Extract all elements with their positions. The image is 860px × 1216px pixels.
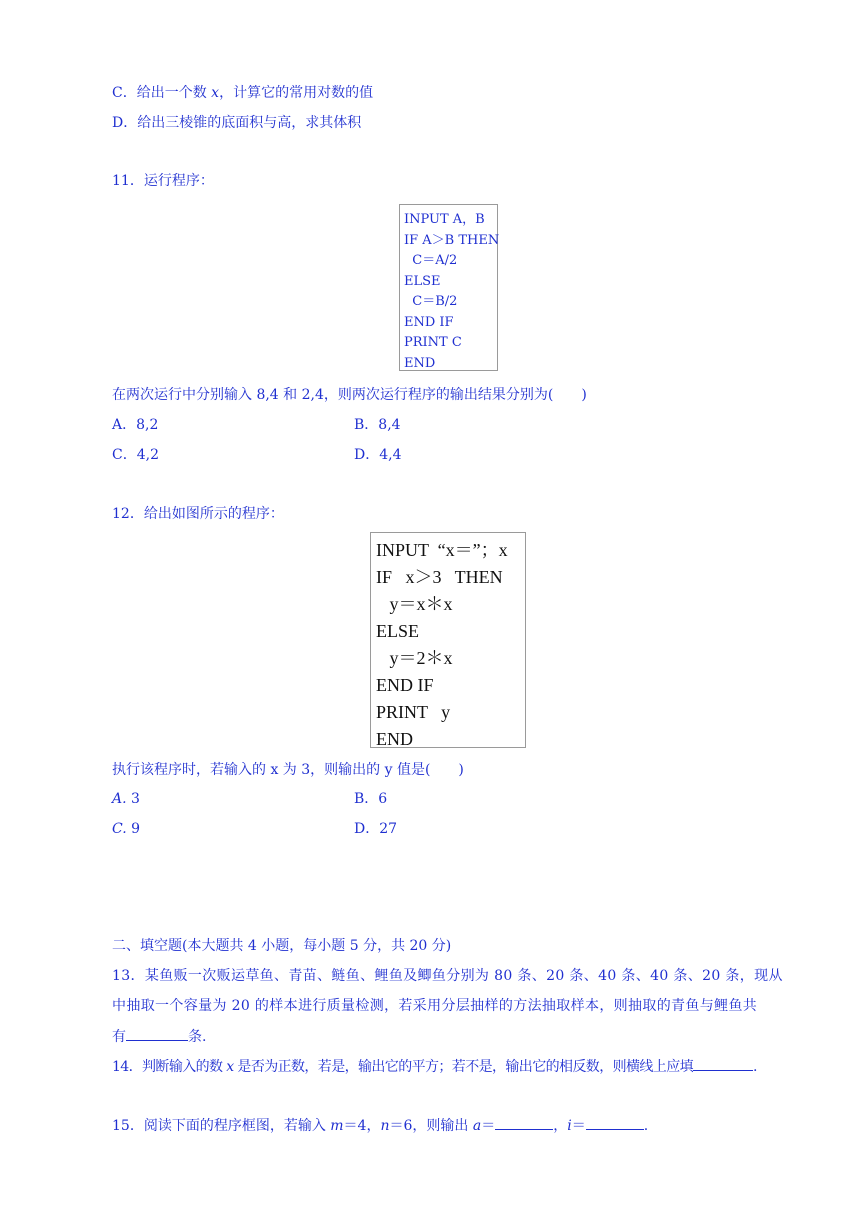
q10-option-c-text: C．给出一个数 [112,85,212,101]
q15-text: ＝4， [343,1118,381,1134]
q15-line [112,1115,648,1135]
code-line: y＝2＊x [376,648,453,668]
q15-text-end: . [643,1118,649,1134]
code-line: IF x＞3 THEN [376,567,503,587]
q12-option-b [354,790,387,808]
code-line: END IF [376,675,434,695]
q11-code-box [399,204,498,371]
q10-option-d: D．给出三棱锥的底面积与高，求其体积 [112,115,362,131]
q15-text: 15．阅读下面的程序框图，若输入 [112,1118,331,1134]
q12-question: 执行该程序时，若输入的 x 为 3，则输出的 y 值是( ) [112,762,464,778]
option-text: 9 [126,821,141,837]
variable-m: m [330,1118,344,1134]
q15-text: ＝ [571,1118,586,1134]
code-line: C＝A/2 [404,253,458,268]
q11-option-d: D．4,4 [354,447,402,463]
answer-blank[interactable] [126,1026,188,1041]
q13-line-3 [112,1026,206,1046]
code-line: PRINT C [404,335,462,350]
code-line: PRINT y [376,702,451,722]
variable-a: a [472,1118,482,1134]
q13-text: 有 [112,1029,126,1045]
variable-x: x [211,85,220,101]
q13-line-2: 中抽取一个容量为 20 的样本进行质量检测，若采用分层抽样的方法抽取样本，则抽取的青鱼与鲤鱼共 [112,998,758,1014]
variable-i: i [567,1118,572,1134]
option-text: 6 [378,791,388,807]
q15-text: ＝ [481,1118,496,1134]
q12-option-a [112,790,140,808]
q14-text: 14．判断输入的数 [112,1059,227,1075]
q12-title: 12．给出如图所示的程序： [112,506,284,522]
option-letter: D． [354,821,380,837]
code-line: END [404,355,436,371]
code-line: INPUT A，B [404,212,485,227]
q12-code-box [370,532,526,748]
q10-option-c-text-end: ，计算它的常用对数的值 [219,85,374,101]
q14-text-mid: 是否为正数，若是，输出它的平方；若不是，输出它的相反数，则横线上应填 [233,1059,694,1075]
q11-title: 11．运行程序： [112,173,214,189]
answer-blank-i[interactable] [586,1115,644,1130]
code-line: IF A＞B THEN [404,232,500,248]
q14-text-end: . [753,1059,757,1075]
q14-line [112,1056,757,1076]
answer-blank[interactable] [693,1056,753,1071]
code-line: y＝x＊x [376,594,453,614]
code-line: C＝B/2 [404,294,458,309]
option-letter: C. [112,821,127,837]
q13-text-end: 条. [188,1029,207,1045]
option-text: 27 [379,821,398,837]
q15-text: ， [553,1118,568,1134]
q11-question: 在两次运行中分别输入 8,4 和 2,4，则两次运行程序的输出结果分别为( ) [112,387,587,403]
option-text: 3 [126,791,140,807]
q12-option-c [112,820,140,838]
code-line: END [376,729,413,749]
code-line: END IF [404,314,454,330]
code-line: INPUT “x＝”；x [376,540,508,560]
q11-option-b: B．8,4 [354,417,401,433]
variable-n: n [380,1118,390,1134]
q12-option-d [354,820,397,838]
q11-option-a: A．8,2 [112,417,159,433]
option-letter: B． [354,791,379,807]
section-heading: 二、填空题(本大题共 4 小题，每小题 5 分，共 20 分) [112,938,452,954]
q10-option-c [112,84,373,102]
code-line: ELSE [376,621,419,641]
q13-line-1: 13．某鱼贩一次贩运草鱼、青苗、鲢鱼、鲤鱼及鲫鱼分别为 80 条、20 条、40 条、40 条、20 条，现从 [112,968,783,984]
answer-blank-a[interactable] [495,1115,553,1130]
q15-text: ＝6，则输出 [389,1118,473,1134]
option-letter: A. [112,791,127,807]
q11-option-c: C．4,2 [112,447,159,463]
variable-x: x [226,1059,234,1075]
code-line: ELSE [404,273,441,289]
